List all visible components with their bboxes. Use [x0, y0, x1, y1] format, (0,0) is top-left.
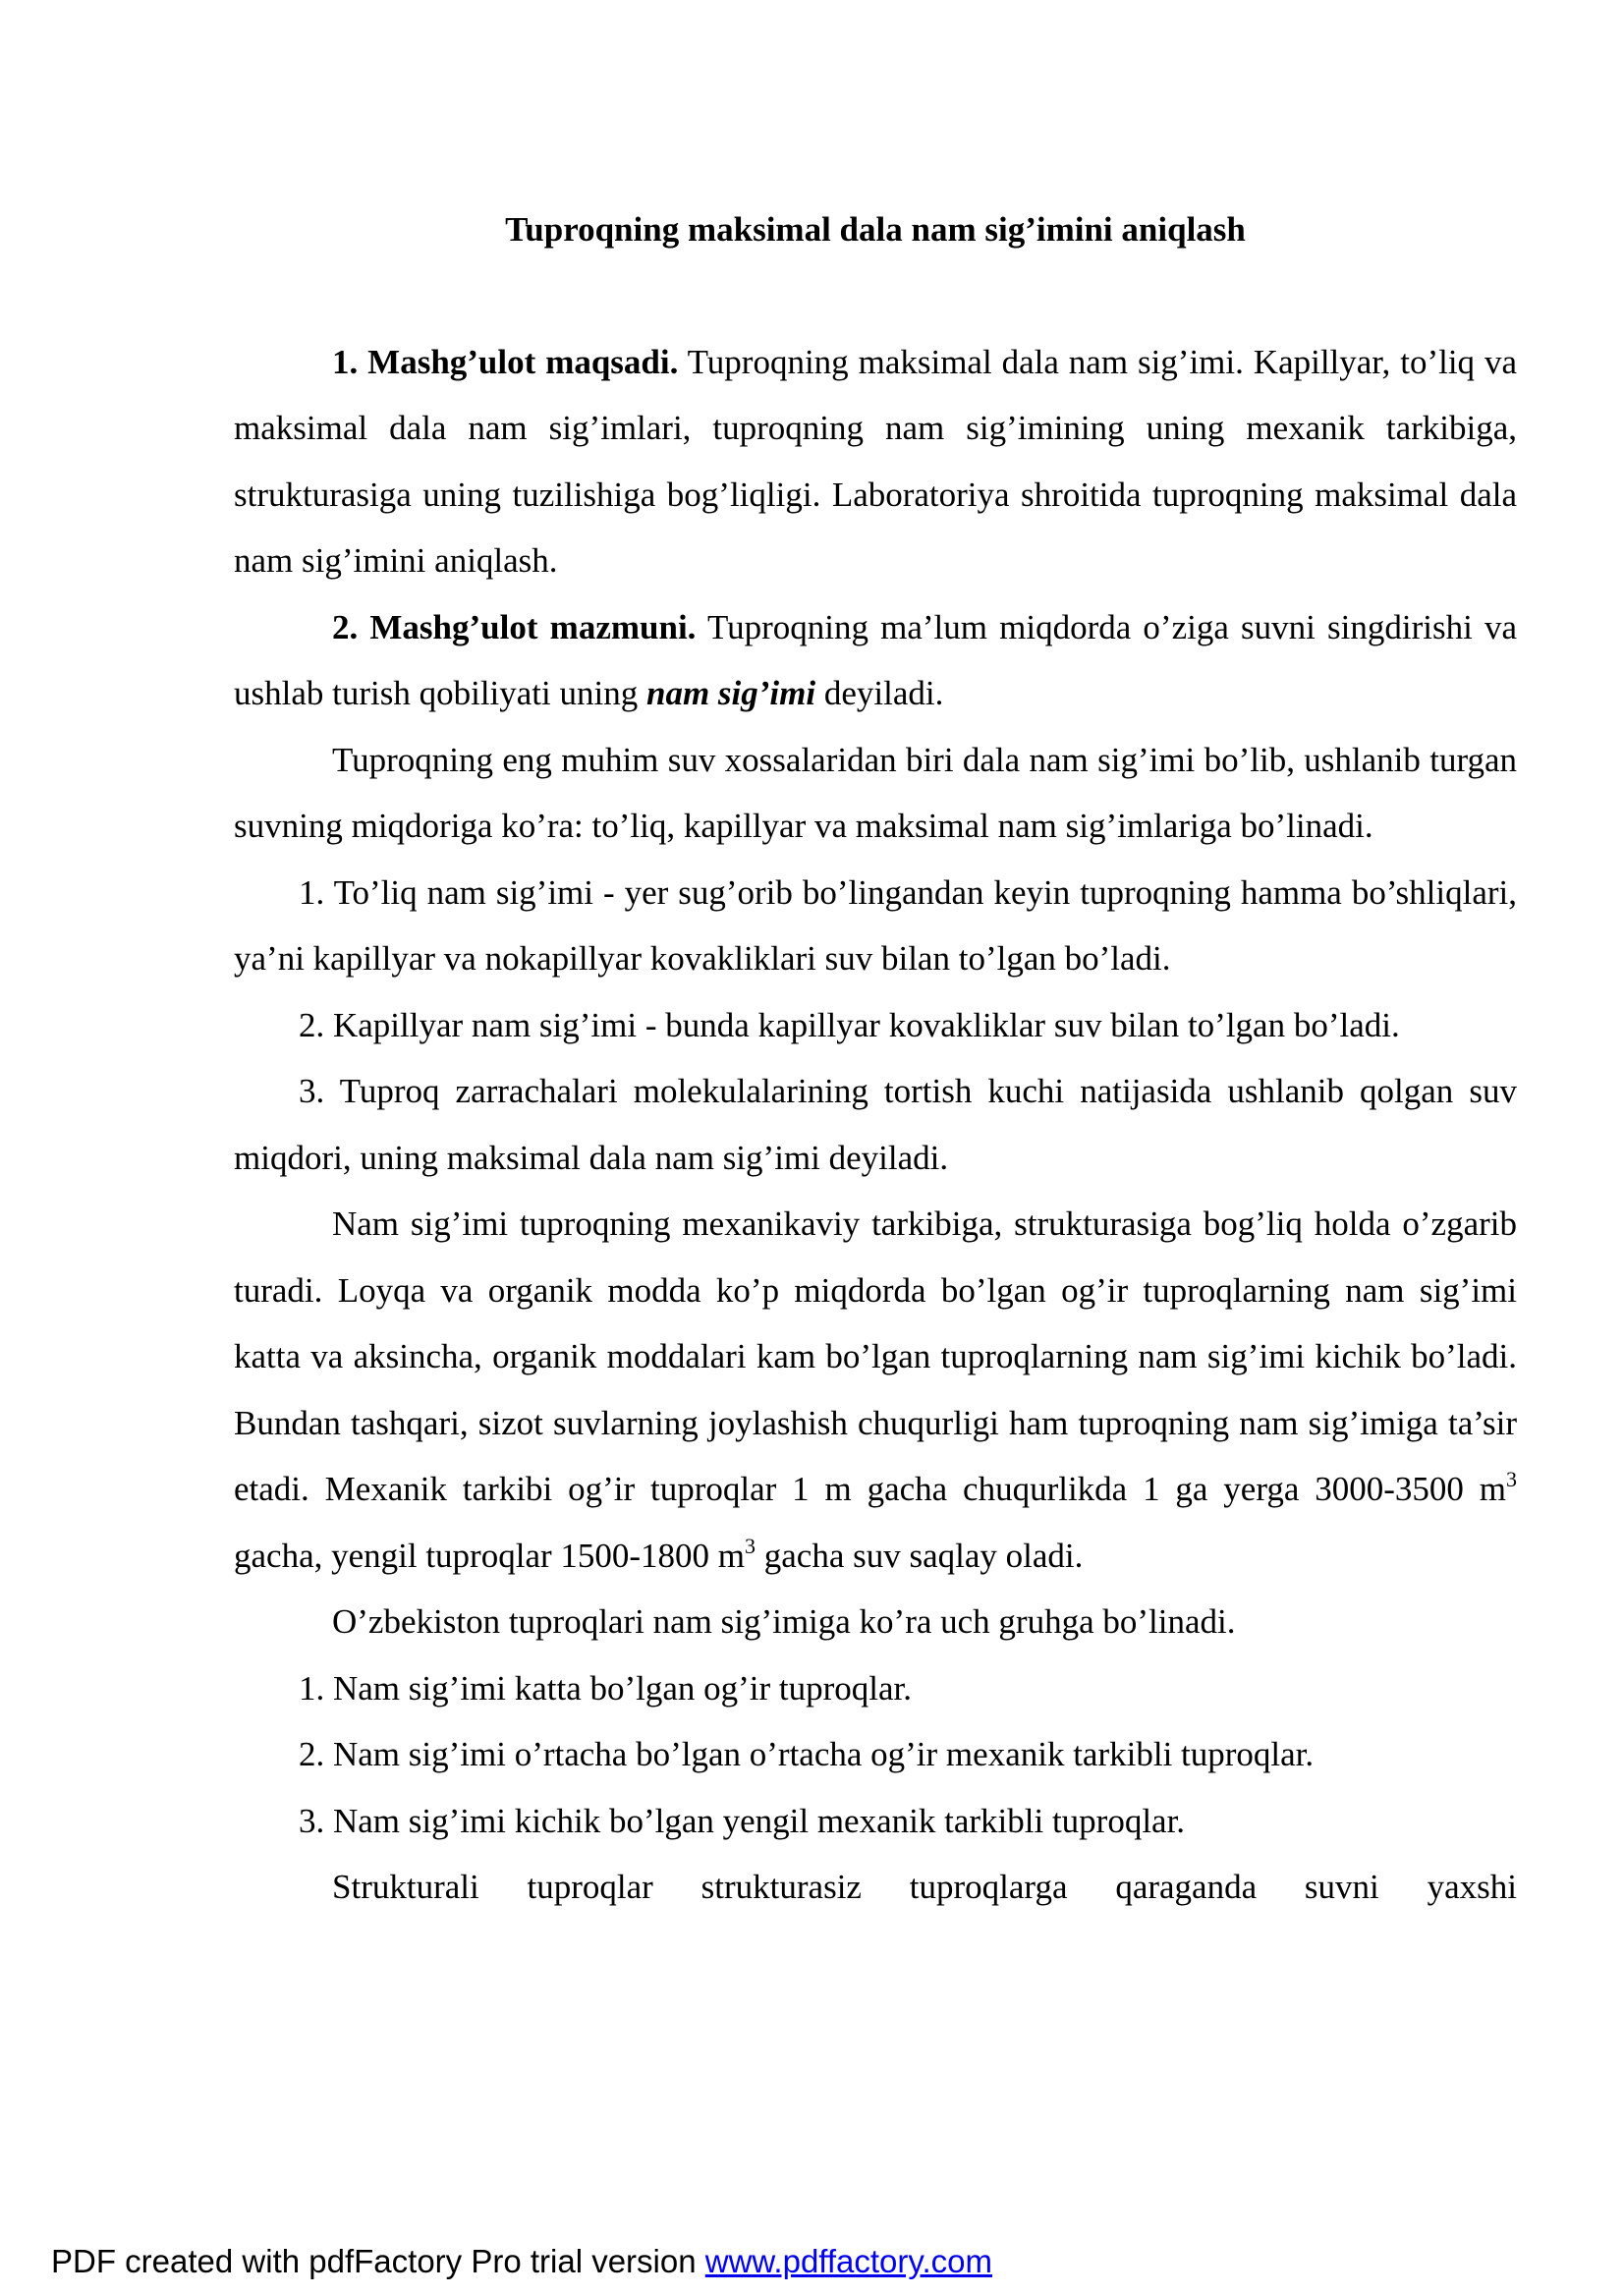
section-1-text: Tuproqning maksimal dala nam sig’imi. Kapillyar, to’liq va maksimal dala nam sig’imlari, tuproqning nam sig’imining uning mexanik tarkibiga, strukturasiga uning tuzilishiga bog’liqligi. Laboratoriya shroitida tuproqning maksimal dala nam sig’imini aniqlash. [234, 342, 1517, 580]
intro-paragraph: Tuproqning eng muhim suv xossalaridan biri dala nam sig’imi bo’lib, ushlanib turgan suvning miqdoriga ko’ra: to’liq, kapillyar va maksimal nam sig’imlariga bo’linadi. [234, 740, 1517, 845]
type-item-3: 3. Tuproq zarrachalari molekulalarining tortish kuchi natijasida ushlanib qolgan suv miqdori, uning maksimal dala nam sig’imi deyiladi. [234, 1072, 1517, 1177]
dependence-paragraph [234, 1191, 1517, 1589]
superscript-3-second: 3 [745, 1533, 756, 1558]
section-1-heading: 1. Mashg’ulot maqsadi. [332, 342, 679, 381]
group-item-2: 2. Nam sig’imi o’rtacha bo’lgan o’rtacha og’ir mexanik tarkibli tuproqlar. [299, 1735, 1315, 1773]
dependence-text-2: gacha, yengil tuproqlar 1500-1800 m [234, 1536, 746, 1575]
superscript-3-first: 3 [1506, 1467, 1517, 1491]
pdf-watermark-footer [51, 2243, 992, 2280]
footer-link[interactable]: www.pdffactory.com [704, 2243, 992, 2279]
page-title: Tuproqning maksimal dala nam sig’imini aniqlash [505, 210, 1246, 249]
section-2-paragraph [234, 594, 1517, 727]
section-2-heading: 2. Mashg’ulot mazmuni. [332, 607, 697, 646]
type-item-1: 1. To’liq nam sig’imi - yer sug’orib bo’lingandan keyin tuproqning hamma bo’shliqlari, ya’ni kapillyar va nokapillyar kovakliklari suv bilan to’lgan bo’ladi. [234, 872, 1517, 978]
last-paragraph-line: Strukturali tuproqlar strukturasiz tuproqlarga qaraganda suvni yaxshi [332, 1868, 1517, 1906]
section-2-text-after: deyiladi. [815, 674, 944, 712]
dependence-text-1: Nam sig’imi tuproqning mexanikaviy tarkibiga, strukturasiga bog’liq holda o’zgarib turadi. Loyqa va organik modda ko’p miqdorda bo’lgan og’ir tuproqlarning nam sig’imi katta va aksincha, organik moddalari kam bo’lgan tuproqlarning nam sig’imi kichik bo’ladi. Bundan tashqari, sizot suvlarning joylashish chuqurligi ham tuproqning nam sig’imiga ta’sir etadi. Mexanik tarkibi og’ir tuproqlar 1 m gacha chuqurlikda 1 ga yerga 3000-3500 m [234, 1204, 1517, 1508]
group-item-3: 3. Nam sig’imi kichik bo’lgan yengil mexanik tarkibli tuproqlar. [299, 1801, 1186, 1840]
dependence-text-3: gacha suv saqlay oladi. [756, 1536, 1084, 1575]
section-2-text-before: Tuproqning ma’lum miqdorda o’ziga suvni singdirishi va ushlab turish qobiliyati uning [234, 607, 1517, 712]
section-2-term: nam sig’imi [645, 674, 816, 712]
section-1-paragraph [234, 329, 1517, 594]
type-item-2: 2. Kapillyar nam sig’imi - bunda kapillyar kovakliklar suv bilan to’lgan bo’ladi. [299, 1005, 1400, 1044]
group-item-1: 1. Nam sig’imi katta bo’lgan og’ir tuproqlar. [299, 1668, 913, 1708]
document-body [234, 196, 1517, 1921]
groups-intro: O’zbekiston tuproqlari nam sig’imiga ko’ra uch gruhga bo’linadi. [332, 1602, 1236, 1641]
footer-text: PDF created with pdfFactory Pro trial version [51, 2243, 705, 2279]
